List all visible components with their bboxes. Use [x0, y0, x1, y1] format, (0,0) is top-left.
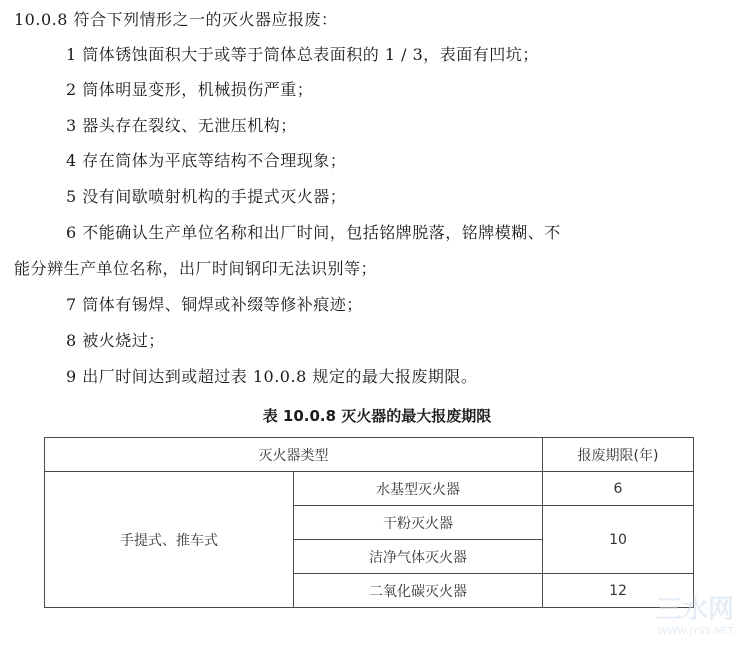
header-type-cell: 灭火器类型: [45, 438, 543, 472]
list-item: 7 筒体有锡焊、铜焊或补缀等修补痕迹；: [66, 295, 363, 314]
table-row: [45, 472, 694, 506]
list-item: 5 没有间歇喷射机构的手提式灭火器；: [66, 187, 347, 206]
type-cell: 干粉灭火器: [294, 506, 543, 540]
list-item: 9 出厂时间达到或超过表 10.0.8 规定的最大报废期限。: [66, 367, 478, 386]
period-cell: 6: [543, 472, 694, 506]
type-cell: 二氧化碳灭火器: [294, 574, 543, 608]
scrap-period-table: [44, 437, 694, 608]
header-period-cell: 报废期限(年): [543, 438, 694, 472]
list-item: 2 筒体明显变形，机械损伤严重；: [66, 80, 314, 99]
watermark-main: 三水网: [655, 595, 734, 625]
watermark-url: WWW.JYSS.NET: [657, 626, 734, 637]
period-cell: 12: [543, 574, 694, 608]
category-cell: 手提式、推车式: [45, 472, 294, 608]
type-cell: 洁净气体灭火器: [294, 540, 543, 574]
list-item: 4 存在筒体为平底等结构不合理现象；: [66, 151, 347, 170]
clause-heading: 10.0.8 符合下列情形之一的灭火器应报废：: [14, 10, 338, 29]
list-item: 1 筒体锈蚀面积大于或等于筒体总表面积的 1 / 3，表面有凹坑；: [66, 45, 539, 64]
table-header-row: [45, 438, 694, 472]
period-cell: 10: [543, 506, 694, 574]
table-title: 表 10.0.8 灭火器的最大报废期限: [262, 407, 492, 425]
type-cell: 水基型灭火器: [294, 472, 543, 506]
list-item: 3 器头存在裂纹、无泄压机构；: [66, 116, 297, 135]
list-item: 8 被火烧过；: [66, 331, 165, 350]
watermark: [656, 589, 734, 637]
list-item-continuation: 能分辨生产单位名称，出厂时间钢印无法识别等；: [14, 259, 378, 278]
list-item: 6 不能确认生产单位名称和出厂时间，包括铭牌脱落，铭牌模糊、不: [66, 223, 561, 242]
